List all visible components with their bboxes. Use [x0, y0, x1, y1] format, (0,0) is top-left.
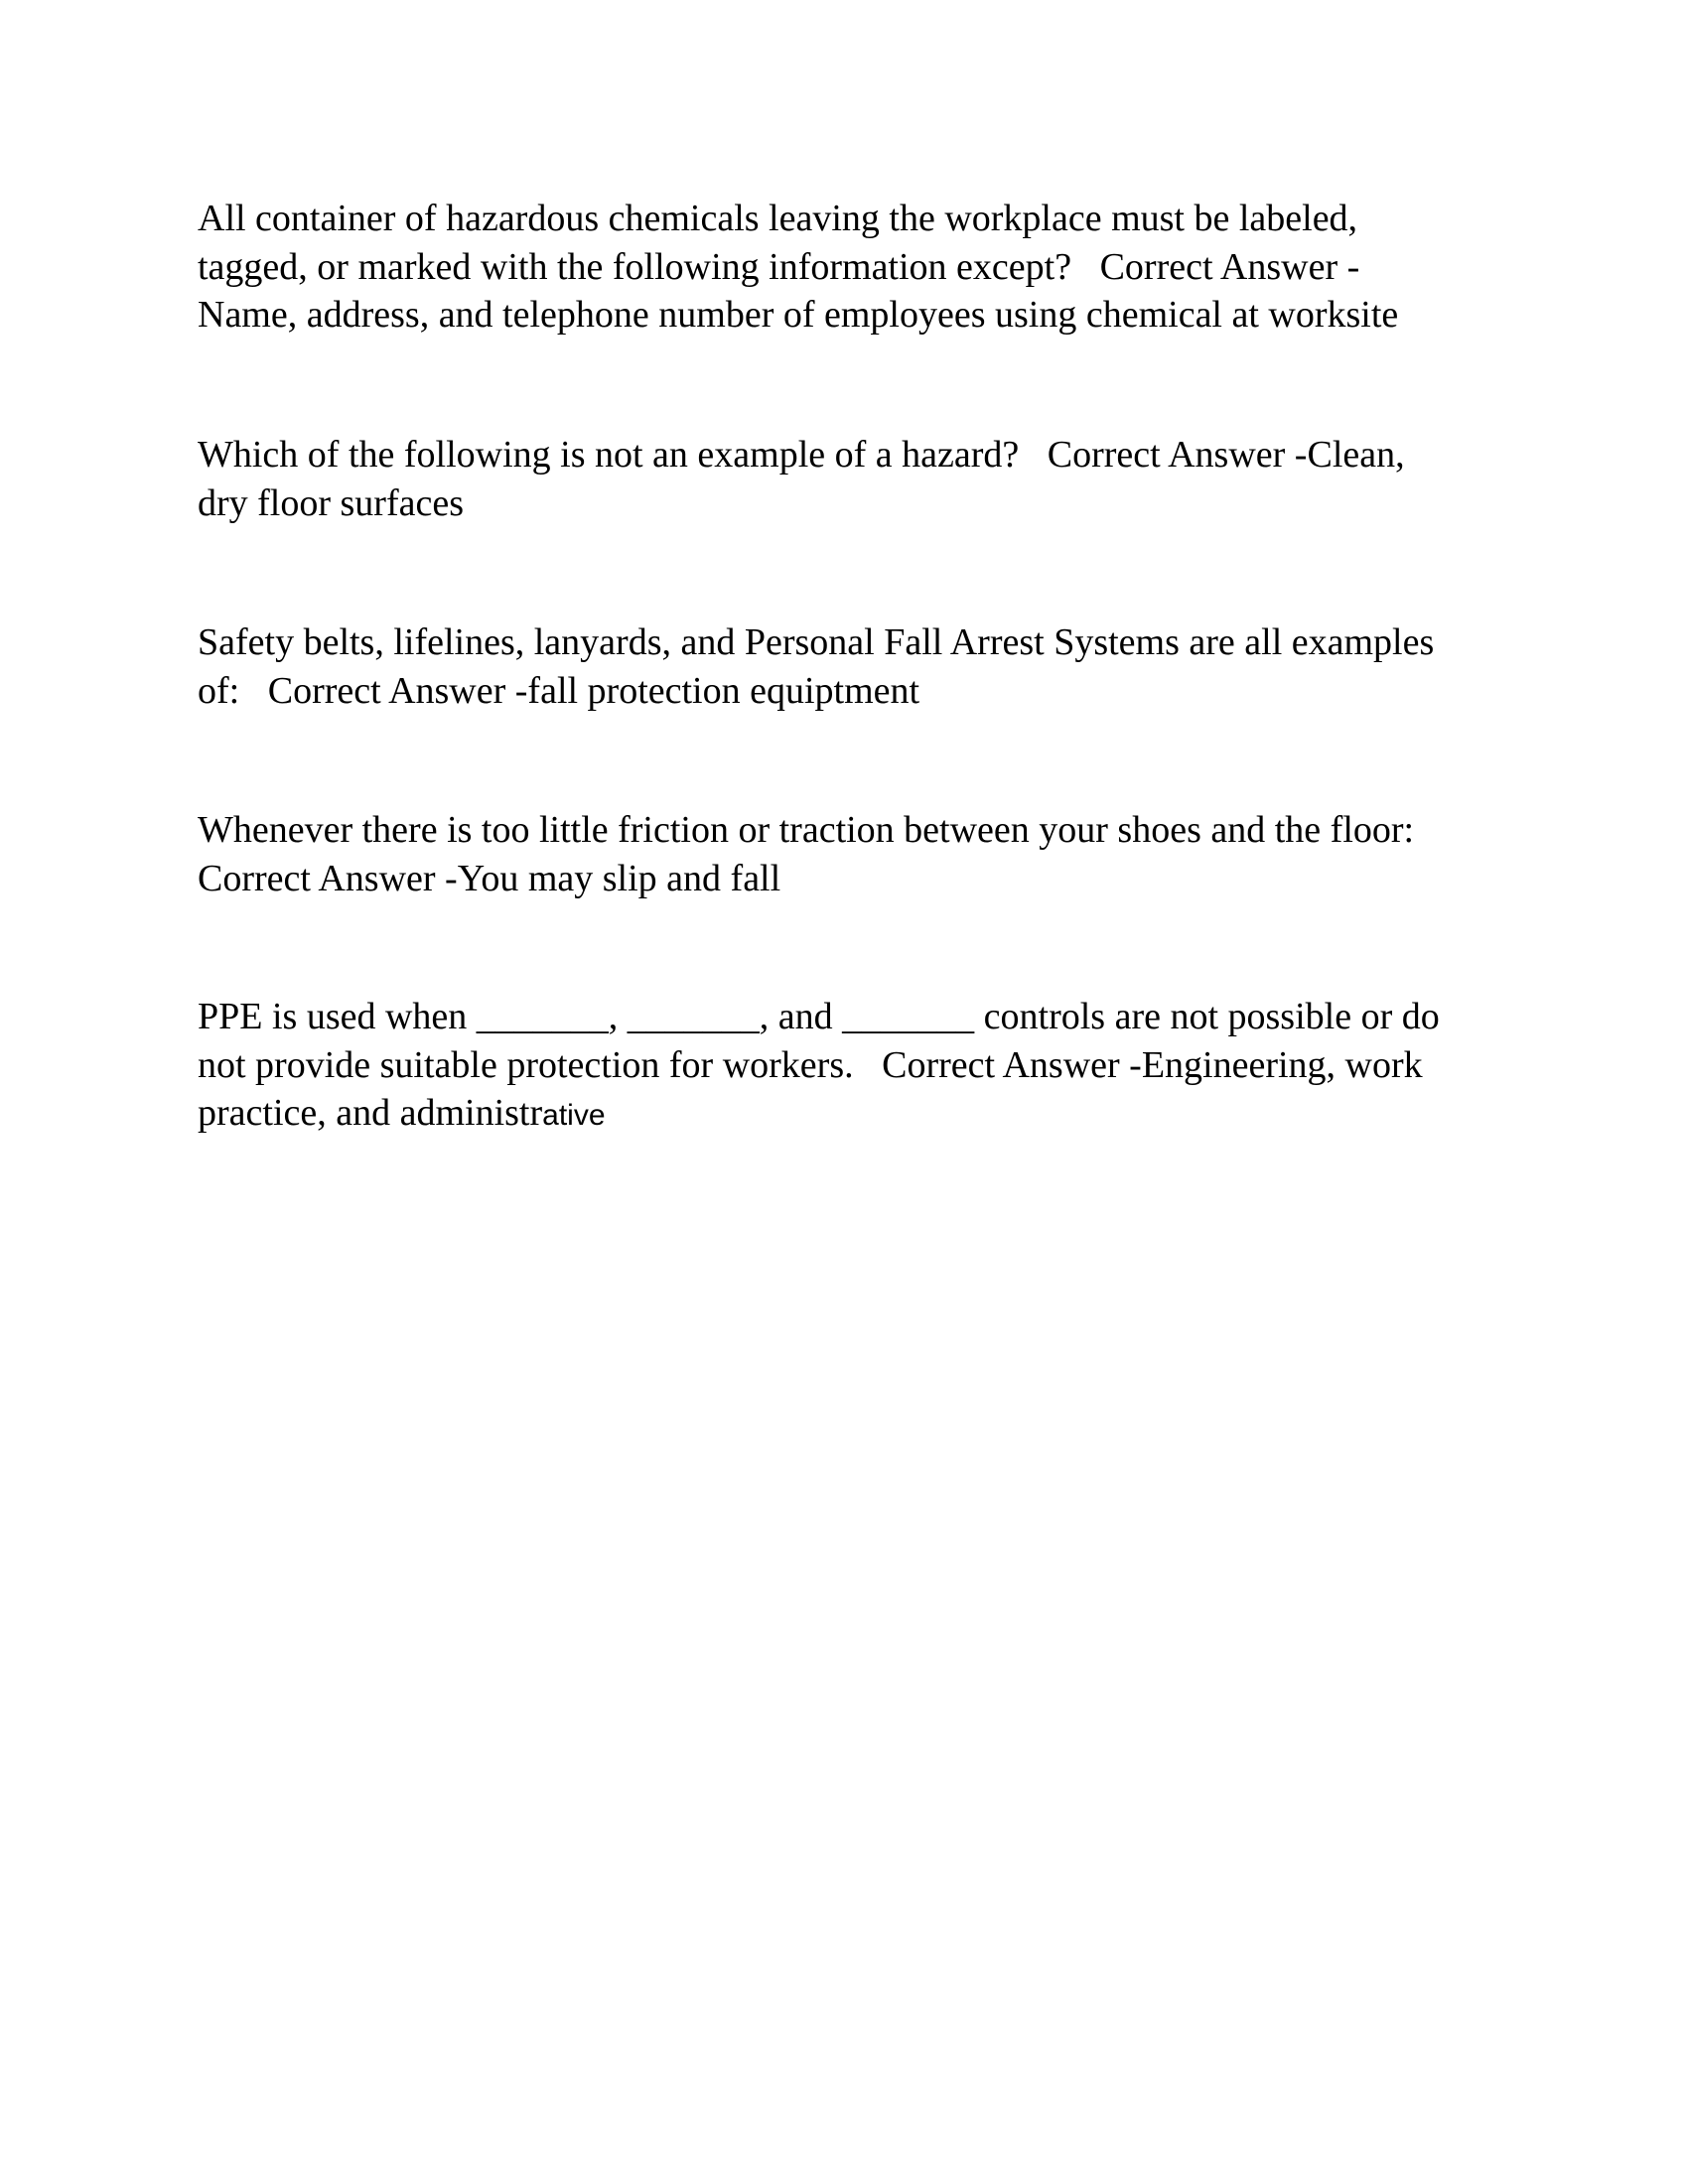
qa-item [198, 431, 1488, 527]
answer-text-tail: ative [542, 1099, 606, 1132]
answer-label: Correct Answer - [198, 857, 458, 899]
qa-item [198, 195, 1488, 340]
answer-text: You may slip and fall [457, 857, 781, 899]
answer-text: fall protection equiptment [527, 669, 920, 712]
question-text: PPE is used when _______, _______, and _______ controls are not possible or do not provide suitable protection for workers. [198, 996, 1440, 1086]
answer-label: Correct Answer - [882, 1043, 1142, 1086]
answer-label: Correct Answer - [267, 669, 528, 712]
qa-item [198, 618, 1488, 715]
answer-label: Correct Answer - [1099, 245, 1360, 288]
qa-item [198, 993, 1488, 1141]
qa-item [198, 806, 1488, 902]
question-text: Safety belts, lifelines, lanyards, and Personal Fall Arrest Systems are all examples of: [198, 621, 1435, 712]
question-text: Which of the following is not an example of a hazard? [198, 434, 1020, 476]
question-text: All container of hazardous chemicals leaving the workplace must be labeled, tagged, or marked with the following information except? [198, 198, 1358, 288]
answer-label: Correct Answer - [1047, 434, 1308, 476]
answer-text: Name, address, and telephone number of employees using chemical at worksite [198, 294, 1399, 336]
answer-text: Clean, dry floor surfaces [198, 434, 1405, 524]
answer-text: Engineering, work practice, and administr [198, 1043, 1423, 1134]
question-text: Whenever there is too little friction or traction between your shoes and the floor: [198, 809, 1415, 851]
